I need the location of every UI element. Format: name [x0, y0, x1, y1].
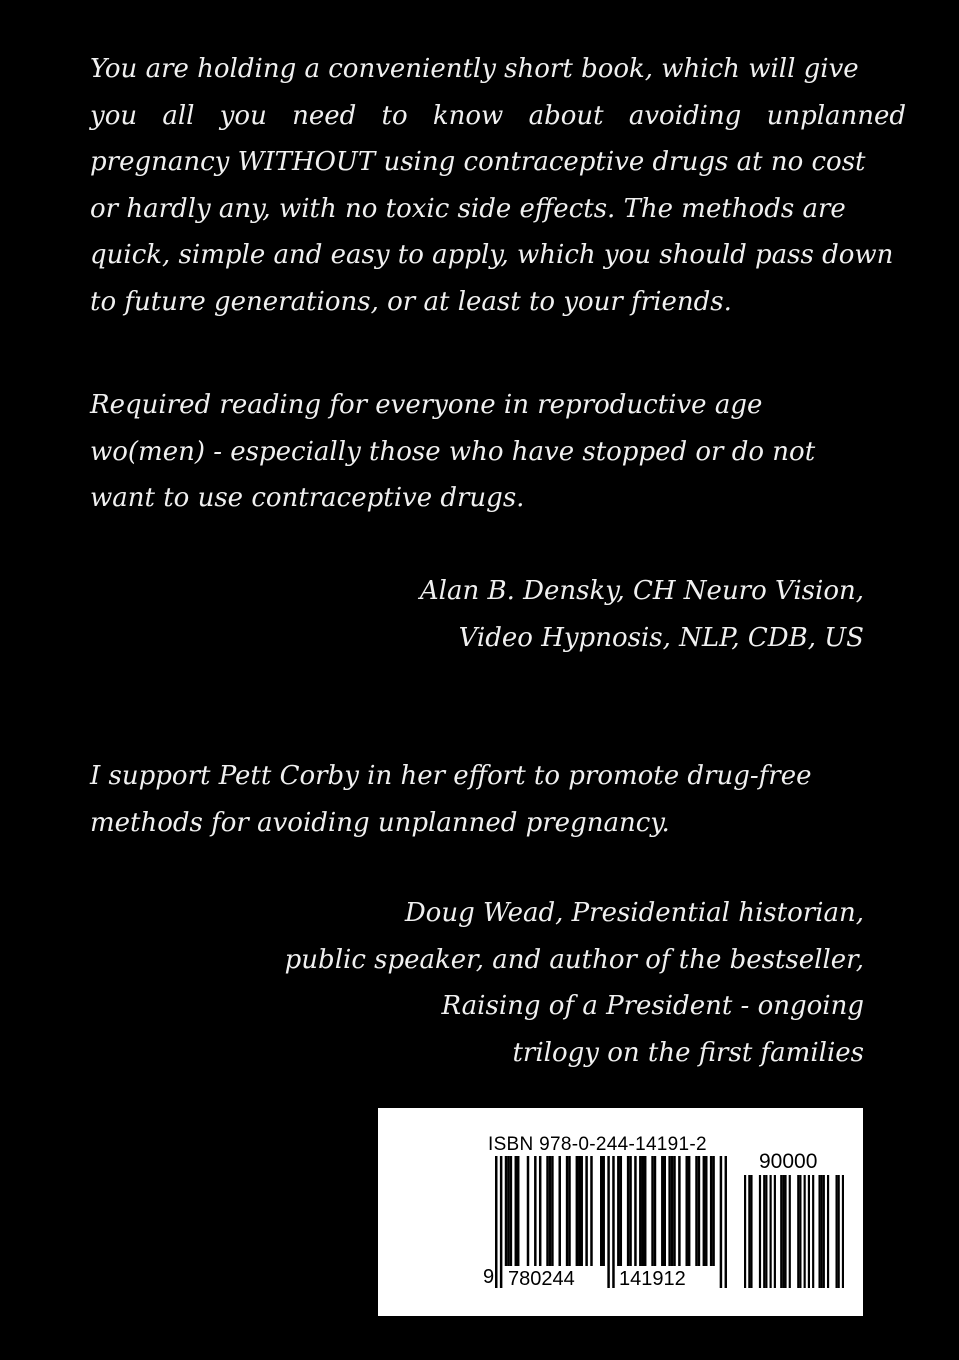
supplemental-bar — [842, 1175, 844, 1288]
barcode-bar — [505, 1156, 507, 1266]
barcode-bar — [688, 1156, 690, 1266]
barcode-bar — [703, 1156, 705, 1266]
quote-line: wo(men) - especially those who have stopped or do not — [90, 436, 816, 467]
endorsement-quote-2 — [90, 753, 850, 846]
blurb-line: or hardly any, with no toxic side effects. The methods are — [90, 193, 846, 224]
barcode-bar — [695, 1156, 697, 1266]
endorsement-quote-1 — [90, 382, 850, 522]
supplemental-bar — [838, 1175, 840, 1288]
supplemental-bar — [782, 1175, 784, 1288]
price-code: 90000 — [759, 1150, 818, 1173]
barcode-bar — [685, 1156, 687, 1266]
barcode-guard-bar — [612, 1156, 614, 1288]
supplemental-bar — [797, 1175, 799, 1288]
barcode-bar — [527, 1156, 529, 1266]
barcode-bar — [705, 1156, 707, 1266]
barcode-bar — [568, 1156, 570, 1266]
barcode-bar — [654, 1156, 656, 1266]
barcode-guard-bar — [725, 1156, 727, 1288]
barcode-bar — [539, 1156, 541, 1266]
barcode-bar — [642, 1156, 644, 1266]
supplemental-bar — [789, 1175, 791, 1288]
supplemental-barcode-bars — [744, 1175, 844, 1288]
supplemental-bar — [750, 1175, 752, 1288]
barcode-bar — [510, 1156, 512, 1266]
supplemental-bar — [823, 1175, 825, 1288]
attribution-line: public speaker, and author of the bestseller, — [284, 944, 864, 975]
supplemental-bar — [774, 1175, 776, 1288]
book-blurb — [90, 46, 907, 325]
barcode-digit-first: 9 — [483, 1266, 495, 1288]
blurb-line: quick, simple and easy to apply, which you should pass down — [90, 240, 894, 270]
barcode-bar — [507, 1156, 509, 1266]
barcode-bar — [698, 1156, 700, 1266]
endorsement-attribution-2 — [164, 890, 864, 1076]
barcode-digits-left: 780244 — [508, 1268, 575, 1290]
supplemental-bar — [821, 1175, 823, 1288]
supplemental-bar — [804, 1175, 806, 1288]
barcode-bar — [673, 1156, 675, 1266]
blurb-line: You are holding a conveniently short book, which will give — [90, 54, 859, 84]
barcode-bar — [551, 1156, 553, 1266]
supplemental-bar — [770, 1175, 772, 1288]
barcode-bar — [566, 1156, 568, 1266]
barcode-bar — [534, 1156, 536, 1266]
isbn-label: ISBN 978-0-244-14191-2 — [488, 1134, 707, 1155]
barcode-bar — [668, 1156, 670, 1266]
barcode-digits-right: 141912 — [619, 1268, 686, 1290]
supplemental-bar — [818, 1175, 820, 1288]
supplemental-bar — [827, 1175, 829, 1288]
barcode-bar — [620, 1156, 622, 1266]
supplemental-bar — [808, 1175, 810, 1288]
barcode-bar — [517, 1156, 519, 1266]
blurb-line: pregnancy WITHOUT using contraceptive drugs at no cost — [90, 147, 866, 177]
barcode-guard-bar — [720, 1156, 722, 1288]
barcode-bar — [558, 1156, 560, 1266]
barcode-bar — [639, 1156, 641, 1266]
quote-line: methods for avoiding unplanned pregnancy. — [90, 807, 670, 838]
barcode-bar — [671, 1156, 673, 1266]
blurb-line: to future generations, or at least to your friends. — [90, 286, 732, 317]
barcode-bar — [515, 1156, 517, 1266]
quote-line: I support Pett Corby in her effort to promote drug-free — [90, 761, 812, 791]
quote-line: want to use contraceptive drugs. — [90, 483, 525, 513]
supplemental-bar — [748, 1175, 750, 1288]
barcode-bar — [634, 1156, 636, 1266]
blurb-line: you all you need to know about avoiding unplanned — [90, 100, 907, 131]
endorsement-attribution-1 — [164, 568, 864, 661]
barcode-bar — [710, 1156, 712, 1266]
barcode-bar — [644, 1156, 646, 1266]
barcode-bar — [580, 1156, 582, 1266]
attribution-line: Raising of a President - ongoing — [441, 991, 864, 1021]
barcode-bar — [617, 1156, 619, 1266]
supplemental-bar — [780, 1175, 782, 1288]
supplemental-bar — [835, 1175, 837, 1288]
barcode-bar — [549, 1156, 551, 1266]
supplemental-bar — [765, 1175, 767, 1288]
barcode-bar — [661, 1156, 663, 1266]
attribution-line: Video Hypnosis, NLP, CDB, US — [458, 622, 864, 653]
attribution-line: Alan B. Densky, CH Neuro Vision, — [419, 576, 864, 606]
supplemental-bar — [763, 1175, 765, 1288]
isbn-barcode — [378, 1108, 863, 1316]
barcode-bar — [651, 1156, 653, 1266]
barcode-guard-bar — [607, 1156, 609, 1288]
barcode-bar — [627, 1156, 629, 1266]
barcode-bar — [590, 1156, 592, 1266]
supplemental-bar — [799, 1175, 801, 1288]
barcode-bar — [585, 1156, 587, 1266]
barcode-bar — [629, 1156, 631, 1266]
barcode-bar — [602, 1156, 604, 1266]
quote-line: Required reading for everyone in reproductive age — [90, 390, 763, 420]
barcode-bar — [600, 1156, 602, 1266]
attribution-line: Doug Wead, Presidential historian, — [404, 898, 864, 928]
supplemental-bar — [784, 1175, 786, 1288]
supplemental-bar — [744, 1175, 746, 1288]
barcode-guard-bar — [495, 1156, 497, 1288]
barcode-bar — [664, 1156, 666, 1266]
supplemental-bar — [812, 1175, 814, 1288]
barcode-bar — [546, 1156, 548, 1266]
barcode-bar — [678, 1156, 680, 1266]
barcode-bar — [712, 1156, 714, 1266]
barcode-guard-bar — [500, 1156, 502, 1288]
attribution-line: trilogy on the first families — [512, 1037, 864, 1068]
barcode-bar — [576, 1156, 578, 1266]
supplemental-bar — [759, 1175, 761, 1288]
barcode-bar — [578, 1156, 580, 1266]
